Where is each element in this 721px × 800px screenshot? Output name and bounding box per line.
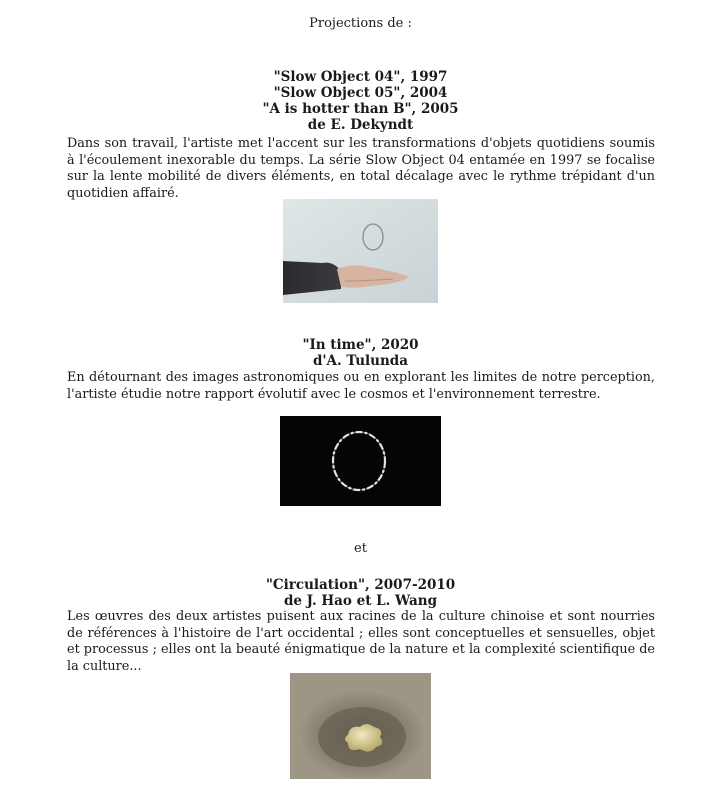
work-1-title-3: "A is hotter than B", 2005 bbox=[262, 101, 459, 117]
work-1-title-1: "Slow Object 04", 1997 bbox=[273, 69, 448, 85]
work-3-author: de J. Hao et L. Wang bbox=[283, 593, 438, 609]
intro-heading: Projections de : bbox=[309, 16, 412, 31]
work-3-description: Les œuvres des deux artistes puisent aux racines de la culture chinoise et sont nourries de références à l'histoire de l'art occidental ; elles sont conceptuelles et sensuelles, objet et processus ; elles ont la beauté énigmatique de la nature et la complexité scientifique de la culture... bbox=[67, 609, 655, 674]
work-1-image bbox=[283, 199, 438, 303]
work-3-titles bbox=[0, 577, 721, 609]
work-1-description: Dans son travail, l'artiste met l'accent sur les transformations d'objets quotidiens soumis à l'écoulement inexorable du temps. La série Slow Object 04 entamée en 1997 se focalise sur la lente mobilité de divers éléments, en total décalage avec le rythme trépidant d'un quotidien affairé. bbox=[67, 136, 655, 201]
work-1-title-2: "Slow Object 05", 2004 bbox=[273, 85, 448, 101]
work-3-image bbox=[290, 673, 431, 779]
work-2-title-1: "In time", 2020 bbox=[302, 337, 419, 353]
work-1-author: de E. Dekyndt bbox=[307, 117, 414, 133]
work-3-title-1: "Circulation", 2007-2010 bbox=[265, 577, 456, 593]
work-2-description: En détournant des images astronomiques ou en explorant les limites de notre perception, l'artiste étudie notre rapport évolutif avec le cosmos et l'environnement terrestre. bbox=[67, 370, 655, 402]
separator: et bbox=[354, 541, 367, 556]
work-1-titles bbox=[0, 69, 721, 133]
work-2-titles bbox=[0, 337, 721, 369]
work-2-image bbox=[280, 416, 441, 506]
work-2-author: d'A. Tulunda bbox=[312, 353, 408, 369]
